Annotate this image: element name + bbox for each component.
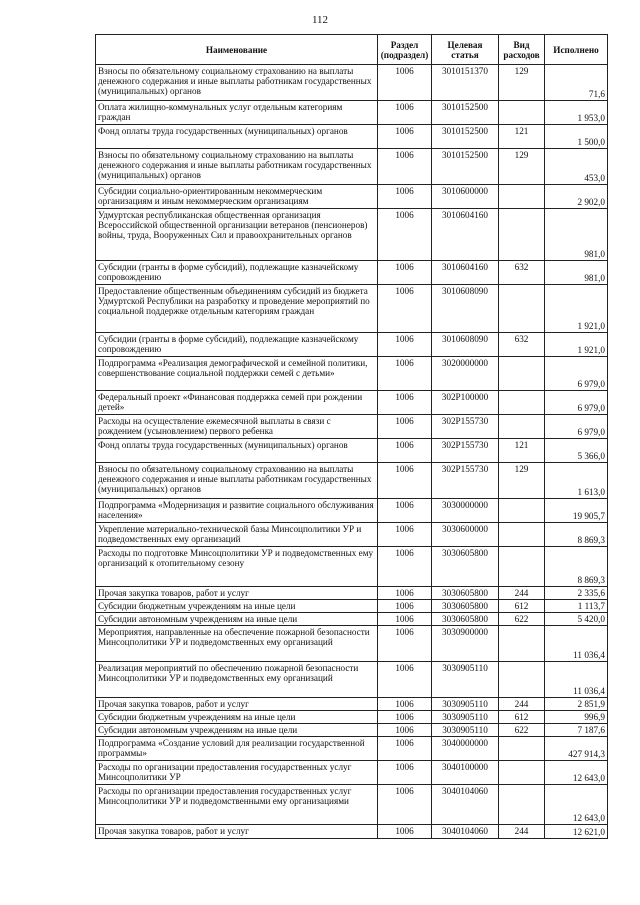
table-row <box>96 439 608 463</box>
table-row <box>96 523 608 547</box>
row-target: 3010151370 <box>432 65 499 101</box>
row-section: 1006 <box>378 285 432 333</box>
row-target: 3010608090 <box>432 285 499 333</box>
row-name: Субсидии (гранты в форме субсидий), подлежащие казначейскому сопровождению <box>96 333 378 357</box>
row-target: 3030600000 <box>432 523 499 547</box>
table-row <box>96 463 608 499</box>
row-expense <box>499 357 545 391</box>
row-expense: 121 <box>499 439 545 463</box>
table-row <box>96 613 608 626</box>
row-expense: 129 <box>499 463 545 499</box>
row-name: Прочая закупка товаров, работ и услуг <box>96 698 378 711</box>
row-name: Укрепление материально-технической базы Минсоцполитики УР и подведомственных ему организаций <box>96 523 378 547</box>
row-amount: 981,0 <box>545 261 608 285</box>
header-amount: Исполнено <box>545 35 608 65</box>
row-target: 3040000000 <box>432 737 499 761</box>
table-row <box>96 600 608 613</box>
table-row <box>96 499 608 523</box>
table-row <box>96 711 608 724</box>
table-row <box>96 724 608 737</box>
row-target: 3030905110 <box>432 724 499 737</box>
row-target: 302P155730 <box>432 415 499 439</box>
row-target: 3040104060 <box>432 825 499 839</box>
row-expense <box>499 101 545 125</box>
header-name: Наименование <box>96 35 378 65</box>
row-target: 3030905110 <box>432 711 499 724</box>
row-section: 1006 <box>378 499 432 523</box>
row-amount: 981,0 <box>545 209 608 261</box>
row-amount: 12 621,0 <box>545 825 608 839</box>
table-row <box>96 101 608 125</box>
row-target: 3040104060 <box>432 785 499 825</box>
table-row <box>96 149 608 185</box>
table-row <box>96 785 608 825</box>
table-row <box>96 415 608 439</box>
row-name: Фонд оплаты труда государственных (муниципальных) органов <box>96 439 378 463</box>
row-section: 1006 <box>378 101 432 125</box>
row-name: Взносы по обязательному социальному страхованию на выплаты денежного содержания и иные выплаты работникам государственных (муниципальных) органов <box>96 463 378 499</box>
row-section: 1006 <box>378 600 432 613</box>
row-amount: 19 905,7 <box>545 499 608 523</box>
table-row <box>96 825 608 839</box>
row-expense <box>499 285 545 333</box>
row-name: Субсидии автономным учреждениям на иные цели <box>96 724 378 737</box>
row-amount: 996,9 <box>545 711 608 724</box>
row-amount: 6 979,0 <box>545 391 608 415</box>
row-amount: 5 420,0 <box>545 613 608 626</box>
row-expense: 632 <box>499 333 545 357</box>
row-expense: 244 <box>499 587 545 600</box>
row-name: Фонд оплаты труда государственных (муниципальных) органов <box>96 125 378 149</box>
row-target: 302P155730 <box>432 463 499 499</box>
row-section: 1006 <box>378 662 432 698</box>
row-expense: 129 <box>499 149 545 185</box>
row-expense <box>499 209 545 261</box>
row-amount: 7 187,6 <box>545 724 608 737</box>
row-target: 3030605800 <box>432 600 499 613</box>
row-name: Реализация мероприятий по обеспечению пожарной безопасности Минсоцполитики УР и подведомственных ему организаций <box>96 662 378 698</box>
table-row <box>96 209 608 261</box>
row-name: Субсидии бюджетным учреждениям на иные цели <box>96 711 378 724</box>
row-amount: 427 914,3 <box>545 737 608 761</box>
row-amount: 1 113,7 <box>545 600 608 613</box>
row-section: 1006 <box>378 587 432 600</box>
row-target: 3040100000 <box>432 761 499 785</box>
row-name: Удмуртская республиканская общественная организация Всероссийской общественной организации ветеранов (пенсионеров) войны, труда, Вооруженных Сил и правоохранительных органов <box>96 209 378 261</box>
row-section: 1006 <box>378 439 432 463</box>
row-amount: 5 366,0 <box>545 439 608 463</box>
table-row <box>96 357 608 391</box>
row-section: 1006 <box>378 761 432 785</box>
table-row <box>96 761 608 785</box>
table-row <box>96 285 608 333</box>
row-amount: 11 036,4 <box>545 626 608 662</box>
row-name: Прочая закупка товаров, работ и услуг <box>96 587 378 600</box>
row-expense: 612 <box>499 600 545 613</box>
row-target: 3030905110 <box>432 662 499 698</box>
row-name: Расходы по организации предоставления государственных услуг Минсоцполитики УР и подведомственными ему организациями <box>96 785 378 825</box>
row-amount: 6 979,0 <box>545 415 608 439</box>
row-amount: 453,0 <box>545 149 608 185</box>
row-target: 3020000000 <box>432 357 499 391</box>
row-amount: 1 921,0 <box>545 333 608 357</box>
row-amount: 2 851,9 <box>545 698 608 711</box>
row-target: 3030000000 <box>432 499 499 523</box>
row-amount: 12 643,0 <box>545 785 608 825</box>
table-row <box>96 391 608 415</box>
table-row <box>96 698 608 711</box>
table-row <box>96 737 608 761</box>
row-name: Подпрограмма «Реализация демографической и семейной политики, совершенствование социальной поддержки семей с детьми» <box>96 357 378 391</box>
row-section: 1006 <box>378 333 432 357</box>
page-number: 112 <box>311 14 329 26</box>
row-target: 3030605800 <box>432 587 499 600</box>
row-target: 3030605800 <box>432 547 499 587</box>
row-target: 3010152500 <box>432 101 499 125</box>
row-amount: 1 921,0 <box>545 285 608 333</box>
row-name: Расходы по подготовке Минсоцполитики УР и подведомственных ему организаций к отопительному сезону <box>96 547 378 587</box>
header-target: Целевая статья <box>432 35 499 65</box>
row-expense <box>499 737 545 761</box>
row-name: Мероприятия, направленные на обеспечение пожарной безопасности Минсоцполитики УР и подведомственных ему организаций <box>96 626 378 662</box>
row-amount: 2 335,6 <box>545 587 608 600</box>
row-target: 3010604160 <box>432 209 499 261</box>
table-row <box>96 662 608 698</box>
row-section: 1006 <box>378 825 432 839</box>
row-expense: 121 <box>499 125 545 149</box>
row-expense: 622 <box>499 613 545 626</box>
row-name: Оплата жилищно-коммунальных услуг отдельным категориям граждан <box>96 101 378 125</box>
row-name: Взносы по обязательному социальному страхованию на выплаты денежного содержания и иные выплаты работникам государственных (муниципальных) органов <box>96 149 378 185</box>
row-expense: 129 <box>499 65 545 101</box>
header-section: Раздел (подраздел) <box>378 35 432 65</box>
row-target: 3030605800 <box>432 613 499 626</box>
header-expense: Вид расходов <box>499 35 545 65</box>
table-row <box>96 626 608 662</box>
table-header-row <box>96 35 608 65</box>
row-amount: 8 869,3 <box>545 523 608 547</box>
row-amount: 8 869,3 <box>545 547 608 587</box>
row-expense <box>499 662 545 698</box>
row-expense <box>499 547 545 587</box>
row-section: 1006 <box>378 125 432 149</box>
row-name: Взносы по обязательному социальному страхованию на выплаты денежного содержания и иные выплаты работникам государственных (муниципальных) органов <box>96 65 378 101</box>
table-row <box>96 261 608 285</box>
row-expense <box>499 626 545 662</box>
row-section: 1006 <box>378 523 432 547</box>
row-name: Предоставление общественным объединениям субсидий из бюджета Удмуртской Республики на разработку и проведение мероприятий по социальной поддержке отдельным категориям граждан <box>96 285 378 333</box>
row-expense <box>499 761 545 785</box>
row-section: 1006 <box>378 415 432 439</box>
row-expense: 632 <box>499 261 545 285</box>
row-name: Субсидии (гранты в форме субсидий), подлежащие казначейскому сопровождению <box>96 261 378 285</box>
row-expense <box>499 415 545 439</box>
row-section: 1006 <box>378 149 432 185</box>
row-target: 3010152500 <box>432 149 499 185</box>
row-amount: 1 953,0 <box>545 101 608 125</box>
row-expense: 622 <box>499 724 545 737</box>
table-row <box>96 547 608 587</box>
row-section: 1006 <box>378 626 432 662</box>
row-expense <box>499 785 545 825</box>
row-section: 1006 <box>378 357 432 391</box>
row-name: Прочая закупка товаров, работ и услуг <box>96 825 378 839</box>
row-expense: 244 <box>499 825 545 839</box>
row-name: Подпрограмма «Создание условий для реализации государственной программы» <box>96 737 378 761</box>
row-target: 3010608090 <box>432 333 499 357</box>
row-target: 302P155730 <box>432 439 499 463</box>
table-row <box>96 125 608 149</box>
row-section: 1006 <box>378 547 432 587</box>
row-name: Субсидии бюджетным учреждениям на иные цели <box>96 600 378 613</box>
row-name: Субсидии социально-ориентированным некоммерческим организациям и иным некоммерческим организациям <box>96 185 378 209</box>
row-target: 3010152500 <box>432 125 499 149</box>
row-amount: 11 036,4 <box>545 662 608 698</box>
row-section: 1006 <box>378 737 432 761</box>
row-section: 1006 <box>378 391 432 415</box>
row-target: 3010600000 <box>432 185 499 209</box>
row-section: 1006 <box>378 711 432 724</box>
row-section: 1006 <box>378 698 432 711</box>
table-row <box>96 333 608 357</box>
row-section: 1006 <box>378 261 432 285</box>
row-target: 3030905110 <box>432 698 499 711</box>
row-expense: 612 <box>499 711 545 724</box>
row-amount: 71,6 <box>545 65 608 101</box>
row-amount: 2 902,0 <box>545 185 608 209</box>
row-name: Расходы по организации предоставления государственных услуг Минсоцполитики УР <box>96 761 378 785</box>
row-expense <box>499 185 545 209</box>
table-row <box>96 587 608 600</box>
row-name: Подпрограмма «Модернизация и развитие социального обслуживания населения» <box>96 499 378 523</box>
row-section: 1006 <box>378 785 432 825</box>
table-row <box>96 65 608 101</box>
row-amount: 12 643,0 <box>545 761 608 785</box>
row-name: Расходы на осуществление ежемесячной выплаты в связи с рождением (усыновлением) первого ребенка <box>96 415 378 439</box>
row-expense <box>499 523 545 547</box>
row-section: 1006 <box>378 65 432 101</box>
row-target: 302P100000 <box>432 391 499 415</box>
row-name: Субсидии автономным учреждениям на иные цели <box>96 613 378 626</box>
row-name: Федеральный проект «Финансовая поддержка семей при рождении детей» <box>96 391 378 415</box>
row-amount: 6 979,0 <box>545 357 608 391</box>
row-section: 1006 <box>378 613 432 626</box>
expenditure-table <box>95 34 608 839</box>
row-amount: 1 500,0 <box>545 125 608 149</box>
row-target: 3030900000 <box>432 626 499 662</box>
row-section: 1006 <box>378 463 432 499</box>
table-row <box>96 185 608 209</box>
row-expense <box>499 391 545 415</box>
row-target: 3010604160 <box>432 261 499 285</box>
row-section: 1006 <box>378 724 432 737</box>
row-amount: 1 613,0 <box>545 463 608 499</box>
row-section: 1006 <box>378 209 432 261</box>
row-section: 1006 <box>378 185 432 209</box>
row-expense: 244 <box>499 698 545 711</box>
row-expense <box>499 499 545 523</box>
